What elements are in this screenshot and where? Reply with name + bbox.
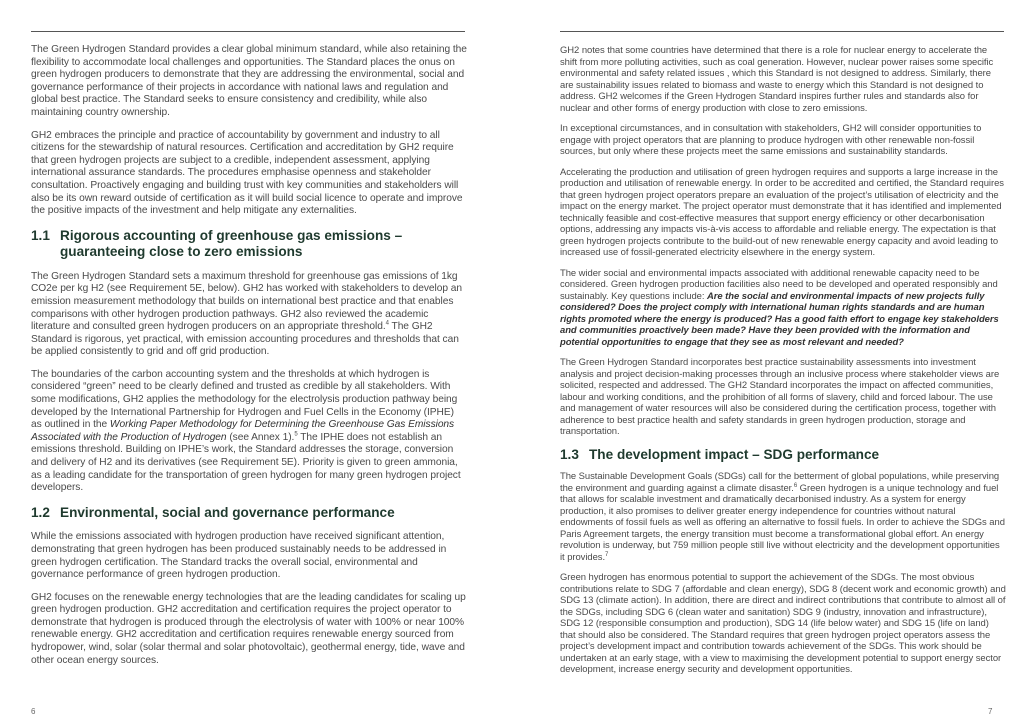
paragraph: The Green Hydrogen Standard incorporates best practice sustainability assessments into investment analysis and project decision-making processes through an inclusive process where stakeholder views are solicited, respected and addressed. The GH2 Standard incorporates the impact on affected communities, labour and working conditions, and the prohibition of all forms of slavery, child and forced labour. The use and management of water resources will also be considered during the certification process, together with adherence to best practice health and safety standards in green hydrogen production, storage and transportation.: [560, 357, 1000, 437]
paragraph: [560, 268, 1006, 349]
section-number: 1.2: [31, 504, 50, 520]
paragraph: GH2 focuses on the renewable energy technologies that are the leading candidates for scaling up green hydrogen production. GH2 accreditation and certification requires the project operator to demonstrate that hydrogen is produced through the electrolysis of water with 100% or near 100% renewable energy. GH2 accreditation and certification requires renewable energy sourced from hydropower, wind, solar (solar thermal and solar photovoltaic), geothermal energy, tide, wave and other ocean energy sources.: [31, 591, 466, 666]
section-heading-1-1: [31, 228, 467, 261]
section-heading-1-3: [560, 447, 1006, 464]
paragraph: Green hydrogen has enormous potential to support the achievement of the SDGs. The most obvious contributions relate to SDG 7 (affordable and clean energy), SDG 8 (decent work and economic growth) and SDG 13 (climate action). In addition, there are direct and indirect contributions that contribute to almost all of the SDGs, including SDG 6 (clean water and sanitation) SDG 9 (industry, innovation and infrastructure), SDG 12 (responsible consumption and production), SDG 14 (life below water) and SDG 15 (life on land) that should also be considered. The Standard requires that green hydrogen project operators assess the project’s development impact and contribution towards achievement of the SDGs. This work should be undertaken at an early stage, with a view to maximising the development potential to support energy sector development, increase energy security and development opportunities.: [560, 572, 1006, 675]
paragraph: In exceptional circumstances, and in consultation with stakeholders, GH2 will consider opportunities to engage with project operators that are planning to produce hydrogen with other renewable non-fossil sources, but only where these projects meet the same emissions and sustainability standards.: [560, 123, 982, 157]
paragraph-text: The Green Hydrogen Standard sets a maximum threshold for greenhouse gas emissions of 1kg CO2e per kg H2 (see Requirement 5E, below). GH2 has worked with stakeholders to develop an emission measurement methodology that builds on international best practice and that enables comparisons with other hydrogen production pathways. GH2 also reviewed the academic literature and consulted green hydrogen producers on an appropriate threshold.: [31, 270, 462, 333]
footnote-ref: 7: [605, 551, 609, 558]
paragraph-text: The IPHE does not establish an emissions threshold. Building on IPHE’s work, the Standard addresses the storage, conversion and delivery of H2 and its derivatives (see Requirement 5E). Priority is given to green ammonia, as a leading candidate for the transportation of green hydrogen for many green hydrogen project developers.: [31, 431, 461, 494]
paragraph-text: The boundaries of the carbon accounting system and the thresholds at which hydrogen is considered “green” need to be clearly defined and trusted as credible by all stakeholders. With some modifications, GH2 applies the methodology for the electrolysis production pathway being developed by the International Partnership for Hydrogen and Fuel Cells in the Economy (IPHE) as outlined in the: [31, 368, 458, 431]
paragraph: GH2 embraces the principle and practice of accountability by government and industry to all citizens for the stewardship of natural resources. Certification and accreditation by GH2 require that green hydrogen projects are subject to a credible, independent assessment, applying international assurance standards. The procedures emphasise openness and stakeholder consultation. Proactively engaging and building trust with key communities and stakeholders will also be its own reward outside of certification as it will build social licence to operate and improve the positive impacts of the investment and help mitigate any externalities.: [31, 129, 463, 217]
section-number: 1.1: [31, 227, 50, 243]
paragraph-text: The GH2 Standard is rigorous, yet practical, with emission accounting procedures and thresholds that can be applied consistently to grid and off grid production.: [31, 321, 459, 358]
paragraph-text: (see Annex 1).: [226, 431, 295, 443]
paragraph: Accelerating the production and utilisation of green hydrogen requires and supports a large increase in the production and utilisation of renewable energy. In order to be accredited and certified, the Standard requires that green hydrogen project operators prepare an evaluation of the project’s utilisation of electricity and the impact on the energy market. The project operator must demonstrate that it has identified and implemented technically feasible and cost-effective measures that support energy efficiency or other decarbonisation options, addressing any impacts vis-à-vis access to affordable and reliable energy. The expectation is that green hydrogen projects contribute to the build-out of new renewable energy capacity and avoid leading to increased use of fossil-generated electricity elsewhere in the energy system.: [560, 166, 1004, 258]
paragraph: [560, 471, 1006, 563]
left-column: [31, 44, 467, 677]
paragraph: GH2 notes that some countries have determined that there is a role for nuclear energy to accelerate the shift from more polluting activities, such as coal generation. However, nuclear power raises some specific environmental and safety related issues , which this Standard is not designed to address. Similarly, there are sustainability issues related to biomass and waste to energy which this Standard is not designed to address. GH2 welcomes if the Green Hydrogen Standard inspires further rules and standards also for nuclear and other forms of energy production with close to zero emissions.: [560, 45, 994, 114]
paragraph-text: The Sustainable Development Goals (SDGs) call for the betterment of global populations, while preserving the environment and guarding against a climate disaster.: [560, 471, 1000, 494]
section-title: Environmental, social and governance performance: [60, 504, 395, 520]
footnote-ref: 4: [385, 320, 389, 327]
section-title: The development impact – SDG performance: [589, 446, 880, 462]
paragraph-text: Green hydrogen is a unique technology and fuel that allows for scalable investment and dramatically decarbonised industry. As a system for energy production, it also promises to deliver greater energy independence for countries without natural endowments of fossil fuels as well as offering an alternative to fossil fuels. In order to achieve the SDGs and Paris Agreement targets, the energy transition must become a transformational global effort. An energy revolution is underway, but 759 million people still live without electricity and the development opportunities it provides.: [560, 482, 1005, 563]
section-title: Rigorous accounting of greenhouse gas emissions – guaranteeing close to zero emissions: [60, 227, 403, 260]
page-number: 6: [31, 707, 36, 716]
paragraph: The Green Hydrogen Standard provides a clear global minimum standard, while also retaining the flexibility to accommodate local challenges and opportunities. The Standard places the onus on green hydrogen producers to demonstrate that they are addressing the environmental, social and governance performance of their projects in accordance with national laws and regulation and global best practice. The Standard seeks to ensure consistency and credibility, while also maintaining country ownership.: [31, 44, 467, 118]
key-questions: Are the social and environmental impacts of new projects fully considered? Does the project comply with international human rights standards and are human rights promoted where the energy is produced? Has a good faith effort to engage key stakeholders and communities proactively been made? Have they been provided with the information and potential opportunities to engage that they see as most relevant and needed?: [560, 290, 999, 348]
paragraph: [31, 369, 467, 495]
document-title-italic: Working Paper Methodology for Determining the Greenhouse Gas Emissions Associated with the Production of Hydrogen: [31, 419, 455, 443]
right-page: [512, 0, 1024, 727]
top-rule: [31, 31, 465, 32]
paragraph: [31, 271, 467, 359]
footnote-ref: 6: [793, 482, 798, 489]
right-column: [560, 45, 1006, 685]
page-number: 7: [988, 707, 993, 716]
section-number: 1.3: [560, 446, 579, 462]
section-heading-1-2: [31, 505, 467, 522]
paragraph: While the emissions associated with hydrogen production have received significant attention, demonstrating that green hydrogen has been produced sustainably needs to be addressed in green hydrogen certification. The Standard tracks the overall social, environmental and governance performance of green hydrogen production.: [31, 531, 447, 581]
footnote-ref: 5: [294, 431, 298, 438]
paragraph-text: The wider social and environmental impacts associated with additional renewable capacity need to be considered. Green hydrogen production facilities also need to be developed and operated responsibly and sustainably. Key questions include:: [560, 267, 998, 302]
top-rule: [560, 31, 1004, 32]
